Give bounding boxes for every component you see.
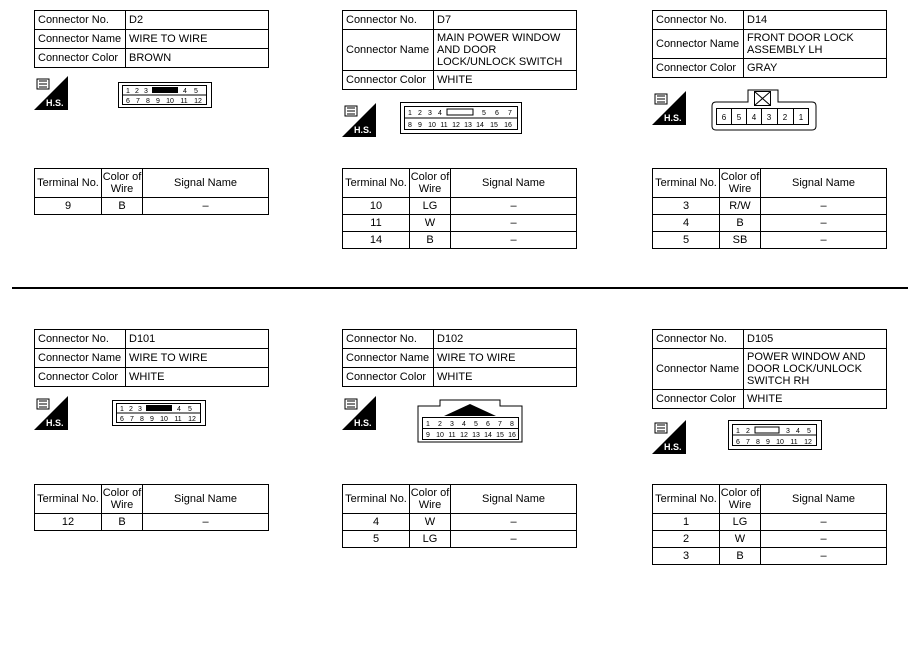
pin: 5 xyxy=(736,113,742,122)
table-row xyxy=(653,514,887,531)
pin: 12 xyxy=(188,416,196,423)
wire-color: LG xyxy=(720,514,761,531)
connector-face-d7 xyxy=(400,102,522,134)
pin: 1 xyxy=(126,88,130,95)
connector-color: WHITE xyxy=(434,71,577,90)
pin: 3 xyxy=(786,428,790,435)
wire-color: LG xyxy=(410,198,451,215)
terminal-no: 14 xyxy=(343,232,410,249)
hdr-signal-name: Signal Name xyxy=(761,169,887,198)
pin: 12 xyxy=(452,122,460,129)
terminal-no: 4 xyxy=(343,514,410,531)
label-connector-no: Connector No. xyxy=(653,11,744,30)
signal-name: – xyxy=(761,531,887,548)
pin: 12 xyxy=(804,439,812,446)
pin: 2 xyxy=(782,113,788,122)
pin: 2 xyxy=(418,110,422,117)
connector-info-d7 xyxy=(342,10,577,90)
hdr-terminal-no: Terminal No. xyxy=(653,485,720,514)
pin: 10 xyxy=(160,416,168,423)
connector-face-d105 xyxy=(728,420,822,450)
table-row xyxy=(653,232,887,249)
signal-name: – xyxy=(451,198,577,215)
harness-side-icon xyxy=(652,91,686,125)
hs-label: H.S. xyxy=(354,418,372,428)
connector-color: BROWN xyxy=(126,49,269,68)
pin: 7 xyxy=(136,98,140,105)
terminal-table-d105 xyxy=(652,484,887,565)
pin: 8 xyxy=(756,439,760,446)
hdr-signal-name: Signal Name xyxy=(143,485,269,514)
label-connector-name: Connector Name xyxy=(653,349,744,390)
label-connector-color: Connector Color xyxy=(35,368,126,387)
terminal-no: 3 xyxy=(653,198,720,215)
terminal-no: 5 xyxy=(343,531,410,548)
pin: 2 xyxy=(746,428,750,435)
connector-no: D101 xyxy=(126,330,269,349)
hdr-signal-name: Signal Name xyxy=(451,169,577,198)
pin: 1 xyxy=(798,113,804,122)
table-row xyxy=(653,198,887,215)
connector-color: WHITE xyxy=(126,368,269,387)
wire-color: B xyxy=(102,514,143,531)
connector-no: D2 xyxy=(126,11,269,30)
connector-color: WHITE xyxy=(434,368,577,387)
pin: 2 xyxy=(135,88,139,95)
hdr-terminal-no: Terminal No. xyxy=(343,169,410,198)
pin: 10 xyxy=(776,439,784,446)
table-row xyxy=(343,215,577,232)
pin: 2 xyxy=(129,406,133,413)
pin: 5 xyxy=(482,110,486,117)
wire-color: B xyxy=(720,215,761,232)
pin: 6 xyxy=(721,113,727,122)
hdr-color-of-wire: Color of Wire xyxy=(102,485,143,514)
signal-name: – xyxy=(761,232,887,249)
wire-color: W xyxy=(410,514,451,531)
pin: 1 xyxy=(736,428,740,435)
signal-name: – xyxy=(451,215,577,232)
pin: 1 xyxy=(408,110,412,117)
label-connector-name: Connector Name xyxy=(35,30,126,49)
pin: 6 xyxy=(736,439,740,446)
terminal-table-d101 xyxy=(34,484,269,531)
wire-color: SB xyxy=(720,232,761,249)
connector-info-d105 xyxy=(652,329,887,409)
pin: 4 xyxy=(183,88,187,95)
connector-face-d14 xyxy=(706,88,818,132)
connector-name: WIRE TO WIRE xyxy=(126,349,269,368)
pin: 9 xyxy=(418,122,422,129)
pin: 6 xyxy=(126,98,130,105)
pin: 5 xyxy=(194,88,198,95)
wire-color: LG xyxy=(410,531,451,548)
connector-name: WIRE TO WIRE xyxy=(434,349,577,368)
pin: 10 xyxy=(428,122,436,129)
pin: 5 xyxy=(807,428,811,435)
terminal-no: 9 xyxy=(35,198,102,215)
wire-color: W xyxy=(410,215,451,232)
label-connector-name: Connector Name xyxy=(653,30,744,59)
pin: 8 xyxy=(510,421,514,428)
terminal-no: 3 xyxy=(653,548,720,565)
pin: 11 xyxy=(440,122,448,129)
label-connector-color: Connector Color xyxy=(653,390,744,409)
pin: 10 xyxy=(166,98,174,105)
wire-color: R/W xyxy=(720,198,761,215)
table-row xyxy=(35,198,269,215)
pin: 7 xyxy=(508,110,512,117)
label-connector-no: Connector No. xyxy=(35,11,126,30)
pin: 16 xyxy=(508,432,516,439)
hdr-color-of-wire: Color of Wire xyxy=(410,485,451,514)
pin: 9 xyxy=(150,416,154,423)
pin: 11 xyxy=(174,416,182,423)
hdr-terminal-no: Terminal No. xyxy=(35,485,102,514)
pin: 6 xyxy=(495,110,499,117)
connector-name: WIRE TO WIRE xyxy=(126,30,269,49)
terminal-no: 1 xyxy=(653,514,720,531)
signal-name: – xyxy=(451,232,577,249)
pin: 12 xyxy=(194,98,202,105)
harness-side-icon xyxy=(342,103,376,137)
hdr-terminal-no: Terminal No. xyxy=(343,485,410,514)
hs-label: H.S. xyxy=(46,418,64,428)
connector-no: D105 xyxy=(744,330,887,349)
hs-label: H.S. xyxy=(354,125,372,135)
pin: 11 xyxy=(180,98,188,105)
pin: 6 xyxy=(486,421,490,428)
pin: 4 xyxy=(438,110,442,117)
pin: 5 xyxy=(474,421,478,428)
pin: 9 xyxy=(426,432,430,439)
wire-color: B xyxy=(102,198,143,215)
pin: 4 xyxy=(751,113,757,122)
label-connector-color: Connector Color xyxy=(653,59,744,78)
connector-no: D7 xyxy=(434,11,577,30)
hdr-color-of-wire: Color of Wire xyxy=(102,169,143,198)
pin: 9 xyxy=(156,98,160,105)
table-row xyxy=(343,198,577,215)
connector-color: GRAY xyxy=(744,59,887,78)
pin: 15 xyxy=(490,122,498,129)
pin: 7 xyxy=(130,416,134,423)
terminal-no: 11 xyxy=(343,215,410,232)
harness-side-icon xyxy=(34,76,68,110)
pin: 15 xyxy=(496,432,504,439)
pin: 13 xyxy=(472,432,480,439)
hdr-terminal-no: Terminal No. xyxy=(35,169,102,198)
pin: 4 xyxy=(177,406,181,413)
hs-label: H.S. xyxy=(46,98,64,108)
harness-side-icon xyxy=(342,396,376,430)
label-connector-name: Connector Name xyxy=(35,349,126,368)
connector-face-d101 xyxy=(112,400,206,426)
table-row xyxy=(343,531,577,548)
terminal-table-d14 xyxy=(652,168,887,249)
section-divider xyxy=(12,287,908,289)
terminal-table-d7 xyxy=(342,168,577,249)
wire-color: W xyxy=(720,531,761,548)
hdr-signal-name: Signal Name xyxy=(451,485,577,514)
pin: 7 xyxy=(498,421,502,428)
signal-name: – xyxy=(143,198,269,215)
connector-name: POWER WINDOW AND DOOR LOCK/UNLOCK SWITCH RH xyxy=(744,349,887,390)
connector-name: MAIN POWER WINDOW AND DOOR LOCK/UNLOCK SWITCH xyxy=(434,30,577,71)
label-connector-no: Connector No. xyxy=(343,330,434,349)
pin: 10 xyxy=(436,432,444,439)
terminal-no: 10 xyxy=(343,198,410,215)
pin: 7 xyxy=(746,439,750,446)
pin: 2 xyxy=(438,421,442,428)
label-connector-no: Connector No. xyxy=(653,330,744,349)
signal-name: – xyxy=(761,514,887,531)
pin: 4 xyxy=(462,421,466,428)
table-row xyxy=(343,514,577,531)
connector-face-d2 xyxy=(118,82,212,108)
terminal-table-d102 xyxy=(342,484,577,548)
pin: 11 xyxy=(790,439,798,446)
pin: 3 xyxy=(450,421,454,428)
terminal-no: 5 xyxy=(653,232,720,249)
connector-name: FRONT DOOR LOCK ASSEMBLY LH xyxy=(744,30,887,59)
signal-name: – xyxy=(761,198,887,215)
pin: 4 xyxy=(796,428,800,435)
label-connector-no: Connector No. xyxy=(343,11,434,30)
harness-side-icon xyxy=(652,420,686,454)
pin: 13 xyxy=(464,122,472,129)
hs-label: H.S. xyxy=(664,442,682,452)
terminal-no: 4 xyxy=(653,215,720,232)
pin: 16 xyxy=(504,122,512,129)
hdr-signal-name: Signal Name xyxy=(143,169,269,198)
connector-info-d101 xyxy=(34,329,269,387)
terminal-no: 12 xyxy=(35,514,102,531)
signal-name: – xyxy=(143,514,269,531)
table-row xyxy=(653,548,887,565)
pin: 14 xyxy=(476,122,484,129)
connector-no: D14 xyxy=(744,11,887,30)
table-row xyxy=(653,531,887,548)
pin: 14 xyxy=(484,432,492,439)
signal-name: – xyxy=(761,548,887,565)
table-row xyxy=(343,232,577,249)
pin: 3 xyxy=(766,113,772,122)
hs-label: H.S. xyxy=(664,113,682,123)
pin: 11 xyxy=(448,432,456,439)
hdr-color-of-wire: Color of Wire xyxy=(720,485,761,514)
pin: 3 xyxy=(138,406,142,413)
pin: 5 xyxy=(188,406,192,413)
label-connector-color: Connector Color xyxy=(343,368,434,387)
pin: 9 xyxy=(766,439,770,446)
signal-name: – xyxy=(761,215,887,232)
signal-name: – xyxy=(451,531,577,548)
pin: 8 xyxy=(146,98,150,105)
connector-info-d102 xyxy=(342,329,577,387)
pin: 1 xyxy=(426,421,430,428)
hdr-signal-name: Signal Name xyxy=(761,485,887,514)
table-row xyxy=(653,215,887,232)
hdr-color-of-wire: Color of Wire xyxy=(720,169,761,198)
label-connector-color: Connector Color xyxy=(35,49,126,68)
hdr-color-of-wire: Color of Wire xyxy=(410,169,451,198)
connector-face-d102 xyxy=(414,398,526,444)
label-connector-color: Connector Color xyxy=(343,71,434,90)
table-row xyxy=(35,514,269,531)
hdr-terminal-no: Terminal No. xyxy=(653,169,720,198)
wire-color: B xyxy=(720,548,761,565)
wire-color: B xyxy=(410,232,451,249)
pin: 8 xyxy=(140,416,144,423)
terminal-no: 2 xyxy=(653,531,720,548)
connector-color: WHITE xyxy=(744,390,887,409)
pin: 6 xyxy=(120,416,124,423)
harness-side-icon xyxy=(34,396,68,430)
label-connector-name: Connector Name xyxy=(343,349,434,368)
connector-no: D102 xyxy=(434,330,577,349)
terminal-table-d2 xyxy=(34,168,269,215)
pin: 8 xyxy=(408,122,412,129)
label-connector-no: Connector No. xyxy=(35,330,126,349)
label-connector-name: Connector Name xyxy=(343,30,434,71)
connector-info-d2 xyxy=(34,10,269,68)
pin: 1 xyxy=(120,406,124,413)
pin: 3 xyxy=(144,88,148,95)
pin: 3 xyxy=(428,110,432,117)
pin: 12 xyxy=(460,432,468,439)
connector-info-d14 xyxy=(652,10,887,78)
signal-name: – xyxy=(451,514,577,531)
